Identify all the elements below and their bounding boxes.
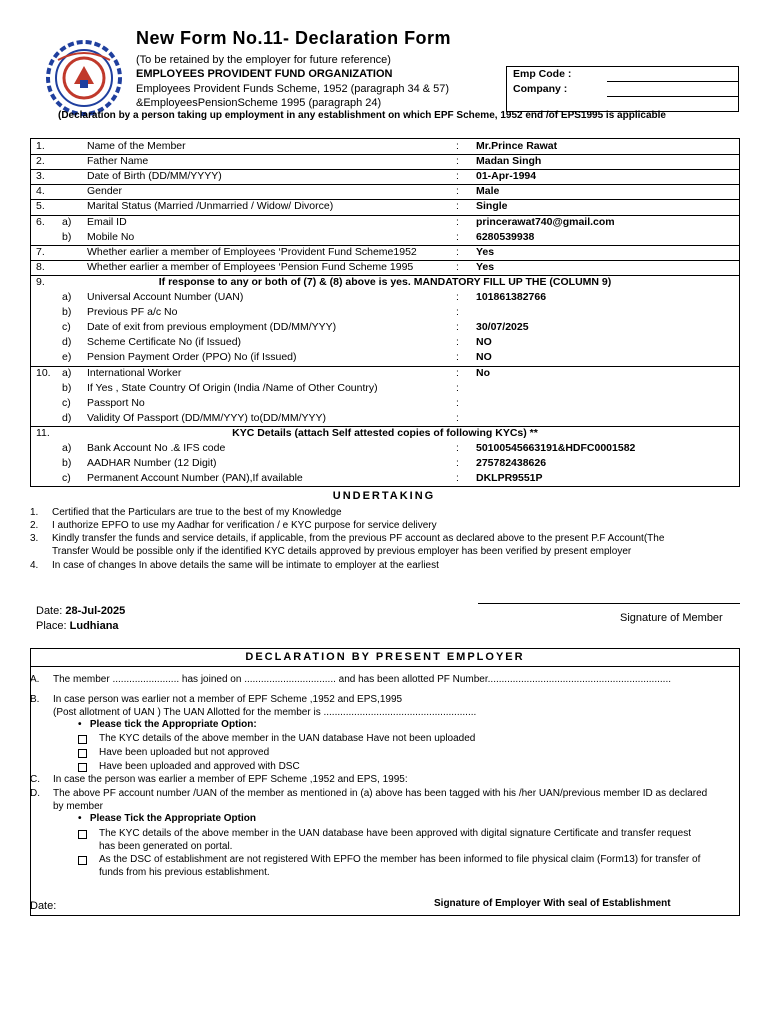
undertaking-item-text: Transfer Would be possible only if the identified KYC details approved by previous employer has been verified by present employer bbox=[52, 546, 632, 557]
row-label: Whether earlier a member of Employees ‘Provident Fund Scheme1952 bbox=[87, 245, 417, 258]
row-label: Date of Birth (DD/MM/YYYY) bbox=[87, 170, 222, 183]
row-sub-index: a) bbox=[62, 366, 72, 379]
decl-d-text-1: The above PF account number /UAN of the member as mentioned in (a) above has been tagged with his /her UAN/previous member ID as declared bbox=[53, 788, 708, 799]
employer-date-label: Date: bbox=[30, 900, 57, 912]
row-label: Gender bbox=[87, 185, 123, 198]
mandatory-column9-heading: If response to any or both of (7) & (8) above is yes. MANDATORY FILL UP THE (COLUMN 9) bbox=[158, 275, 612, 288]
emp-code-box bbox=[506, 66, 739, 112]
decl-a-text: The member ........................ has joined on ................................. and has been allotted PF Number.................................................................. bbox=[53, 674, 672, 685]
member-signature-label: Signature of Member bbox=[620, 612, 723, 624]
undertaking-item-number: 2. bbox=[30, 520, 39, 531]
employer-declaration-title: DECLARATION BY PRESENT EMPLOYER bbox=[245, 651, 525, 663]
company-field[interactable] bbox=[607, 96, 738, 97]
row-value[interactable]: 01-Apr-1994 bbox=[476, 170, 537, 183]
option-3-text: Have been uploaded and approved with DSC bbox=[99, 761, 300, 772]
tick-option-heading-2-text: Please Tick the Appropriate Option bbox=[89, 813, 256, 824]
table-row bbox=[31, 275, 739, 290]
table-row bbox=[31, 260, 739, 275]
row-number: 11. bbox=[36, 426, 50, 439]
row-colon: : bbox=[456, 230, 459, 243]
row-value[interactable]: NO bbox=[476, 351, 492, 364]
table-row bbox=[31, 139, 739, 154]
row-number: 8. bbox=[36, 260, 45, 273]
row-colon: : bbox=[456, 411, 459, 424]
row-colon: : bbox=[456, 336, 459, 349]
date-row bbox=[36, 605, 125, 617]
decl-b-text-2: (Post allotment of UAN ) The UAN Allotted for the member is ....................................................... bbox=[53, 707, 477, 718]
row-number: 9. bbox=[36, 275, 45, 288]
row-sub-index: b) bbox=[62, 230, 72, 243]
date-label: Date: bbox=[36, 605, 63, 617]
tick-option-heading-1: • Please tick the Appropriate Option: bbox=[78, 719, 257, 730]
row-colon: : bbox=[456, 457, 459, 470]
option-checkbox-1[interactable] bbox=[78, 735, 87, 744]
undertaking-item bbox=[30, 560, 760, 573]
row-label: Validity Of Passport (DD/MM/YYY) to(DD/MM/YYY) bbox=[87, 411, 327, 424]
row-sub-index: a) bbox=[62, 215, 72, 228]
table-row bbox=[31, 471, 739, 486]
scheme-line-2: &EmployeesPensionScheme 1995 (paragraph 24) bbox=[136, 97, 382, 109]
row-colon: : bbox=[456, 396, 459, 409]
row-number: 3. bbox=[36, 170, 45, 183]
row-number: 5. bbox=[36, 200, 45, 213]
row-label: Marital Status (Married /Unmarried / Widow/ Divorce) bbox=[87, 200, 334, 213]
row-sub-index: d) bbox=[62, 411, 72, 424]
employer-signature-label: Signature of Employer With seal of Establishment bbox=[434, 898, 671, 909]
emp-code-label: Emp Code : bbox=[513, 68, 572, 80]
row-colon: : bbox=[456, 381, 459, 394]
row-value[interactable]: Male bbox=[476, 185, 500, 198]
table-row bbox=[31, 335, 739, 350]
decl-b-mark: B. bbox=[30, 694, 40, 705]
employer-declaration-box bbox=[30, 648, 740, 916]
place-row bbox=[36, 620, 119, 632]
table-row bbox=[31, 305, 739, 320]
row-label: Date of exit from previous employment (DD/MM/YYY) bbox=[87, 321, 337, 334]
row-number: 1. bbox=[36, 140, 45, 152]
row-number: 10. bbox=[36, 366, 51, 379]
row-number: 6. bbox=[36, 215, 45, 228]
row-colon: : bbox=[456, 306, 459, 319]
row-label: Scheme Certificate No (if Issued) bbox=[87, 336, 242, 349]
row-sub-index: a) bbox=[62, 442, 72, 454]
table-row bbox=[31, 456, 739, 471]
table-row bbox=[31, 290, 739, 305]
table-row bbox=[31, 441, 739, 456]
undertaking-item-number: 4. bbox=[30, 560, 39, 571]
table-row bbox=[31, 230, 739, 245]
row-sub-index: b) bbox=[62, 457, 72, 470]
undertaking-item bbox=[30, 507, 760, 520]
decl-d-mark: D. bbox=[30, 788, 40, 799]
tick-option-heading-2: • Please Tick the Appropriate Option bbox=[78, 813, 256, 824]
row-colon: : bbox=[456, 170, 459, 183]
row-colon: : bbox=[456, 442, 459, 454]
kyc-details-heading: KYC Details (attach Self attested copies of following KYCs) ** bbox=[232, 426, 538, 439]
row-number: 4. bbox=[36, 185, 45, 198]
undertaking-title: UNDERTAKING bbox=[332, 490, 436, 502]
option-checkbox-3[interactable] bbox=[78, 763, 87, 772]
table-row bbox=[31, 169, 739, 184]
row-sub-index: d) bbox=[62, 336, 72, 349]
row-value[interactable]: Single bbox=[476, 200, 508, 213]
row-label: Bank Account No .& IFS code bbox=[87, 442, 226, 454]
row-sub-index: b) bbox=[62, 381, 72, 394]
undertaking-item bbox=[30, 533, 760, 546]
table-row bbox=[31, 154, 739, 169]
undertaking-item bbox=[30, 520, 760, 533]
decl-c-mark: C. bbox=[30, 774, 40, 785]
declaration-note: (Declaration by a person taking up employment in any establishment on which EPF Scheme, 1952 end /of EPS1995 is applicable bbox=[58, 110, 666, 121]
table-row bbox=[31, 215, 739, 230]
row-value[interactable]: DKLPR9551P bbox=[476, 472, 543, 485]
row-label: Pension Payment Order (PPO) No (if Issued) bbox=[87, 351, 297, 364]
company-label: Company : bbox=[513, 83, 568, 95]
undertaking-item bbox=[30, 546, 760, 559]
member-signature-line[interactable] bbox=[478, 603, 740, 604]
row-value[interactable]: princerawat740@gmail.com bbox=[476, 215, 615, 228]
table-row bbox=[31, 350, 739, 365]
row-label: Permanent Account Number (PAN),If available bbox=[87, 472, 303, 485]
option-checkbox-4[interactable] bbox=[78, 830, 87, 839]
date-value: 28-Jul-2025 bbox=[65, 605, 126, 617]
row-value[interactable]: 101861382766 bbox=[476, 291, 547, 303]
tick-option-heading-1-text: Please tick the Appropriate Option: bbox=[89, 719, 257, 730]
row-colon: : bbox=[456, 140, 459, 152]
epfo-logo-icon bbox=[36, 40, 132, 116]
table-row bbox=[31, 396, 739, 411]
option-5-text-2: funds from his previous establishment. bbox=[99, 867, 270, 878]
row-colon: : bbox=[456, 155, 459, 168]
table-row bbox=[31, 411, 739, 426]
row-label: International Worker bbox=[87, 366, 182, 379]
row-label: Universal Account Number (UAN) bbox=[87, 291, 244, 303]
table-row bbox=[31, 184, 739, 199]
row-value[interactable]: NO bbox=[476, 336, 492, 349]
row-colon: : bbox=[456, 200, 459, 213]
undertaking-item-text: I authorize EPFO to use my Aadhar for verification / e KYC purpose for service delivery bbox=[52, 520, 437, 531]
row-label: Name of the Member bbox=[87, 140, 186, 152]
decl-c-text: In case the person was earlier a member of EPF Scheme ,1952 and EPS, 1995: bbox=[53, 774, 408, 785]
row-sub-index: c) bbox=[62, 396, 71, 409]
table-row bbox=[31, 381, 739, 396]
option-4-text-1: The KYC details of the above member in the UAN database have been approved with digital signature Certificate and transfer request bbox=[99, 828, 692, 839]
option-4-text-2: has been generated on portal. bbox=[99, 841, 233, 852]
row-colon: : bbox=[456, 245, 459, 258]
option-checkbox-2[interactable] bbox=[78, 749, 87, 758]
undertaking-item-number: 3. bbox=[30, 533, 39, 544]
place-value: Ludhiana bbox=[69, 620, 119, 632]
undertaking-item-text: Kindly transfer the funds and service details, if applicable, from the previous PF account as declared above to the present P.F Account(The bbox=[52, 533, 665, 544]
decl-d-text-2: by member bbox=[53, 801, 104, 812]
scheme-line-1: Employees Provident Funds Scheme, 1952 (paragraph 34 & 57) bbox=[136, 83, 450, 95]
member-details-table bbox=[30, 138, 740, 487]
place-label: Place: bbox=[36, 620, 67, 632]
row-colon: : bbox=[456, 185, 459, 198]
decl-a-mark: A. bbox=[30, 674, 40, 685]
row-colon: : bbox=[456, 366, 459, 379]
undertaking-item-number: 1. bbox=[30, 507, 39, 518]
undertaking-item-text: Certified that the Particulars are true to the best of my Knowledge bbox=[52, 507, 342, 518]
form-title: New Form No.11- Declaration Form bbox=[136, 28, 452, 48]
row-value[interactable]: Yes bbox=[476, 245, 495, 258]
row-colon: : bbox=[456, 260, 459, 273]
row-label: Mobile No bbox=[87, 230, 135, 243]
row-value[interactable]: 6280539938 bbox=[476, 230, 535, 243]
row-sub-index: a) bbox=[62, 291, 72, 303]
option-5-text-1: As the DSC of establishment are not registered With EPFO the member has been informed to file physical claim (Form13) for transfer of bbox=[99, 854, 701, 865]
row-colon: : bbox=[456, 472, 459, 485]
row-colon: : bbox=[456, 291, 459, 303]
row-sub-index: c) bbox=[62, 472, 71, 485]
table-row bbox=[31, 366, 739, 381]
row-number: 2. bbox=[36, 155, 45, 168]
org-name: EMPLOYEES PROVIDENT FUND ORGANIZATION bbox=[136, 68, 393, 80]
row-number: 7. bbox=[36, 245, 45, 258]
option-1-text: The KYC details of the above member in the UAN database Have not been uploaded bbox=[99, 733, 476, 744]
row-label: Whether earlier a member of Employees ‘Pension Fund Scheme 1995 bbox=[87, 260, 414, 273]
row-value[interactable]: Mr.Prince Rawat bbox=[476, 140, 558, 152]
table-row bbox=[31, 199, 739, 214]
row-value[interactable]: Madan Singh bbox=[476, 155, 542, 168]
row-sub-index: c) bbox=[62, 321, 71, 334]
row-colon: : bbox=[456, 321, 459, 334]
table-row bbox=[31, 320, 739, 335]
row-colon: : bbox=[456, 351, 459, 364]
row-sub-index: e) bbox=[62, 351, 72, 364]
row-value[interactable]: 30/07/2025 bbox=[476, 321, 529, 334]
table-row bbox=[31, 245, 739, 260]
decl-b-text-1: In case person was earlier not a member of EPF Scheme ,1952 and EPS,1995 bbox=[53, 694, 403, 705]
row-label: Email ID bbox=[87, 215, 127, 228]
option-checkbox-5[interactable] bbox=[78, 856, 87, 865]
form-subtitle: (To be retained by the employer for future reference) bbox=[136, 54, 391, 66]
row-value[interactable]: 275782438626 bbox=[476, 457, 547, 470]
row-label: Previous PF a/c No bbox=[87, 306, 178, 319]
row-label: AADHAR Number (12 Digit) bbox=[87, 457, 217, 470]
row-sub-index: b) bbox=[62, 306, 72, 319]
table-row bbox=[31, 426, 739, 441]
row-value[interactable]: Yes bbox=[476, 260, 495, 273]
row-label: Father Name bbox=[87, 155, 149, 168]
row-value[interactable]: 50100545663191&HDFC0001582 bbox=[476, 442, 636, 454]
row-value[interactable]: No bbox=[476, 366, 490, 379]
undertaking-item-text: In case of changes In above details the same will be intimate to employer at the earliest bbox=[52, 560, 439, 571]
row-colon: : bbox=[456, 215, 459, 228]
row-label: Passport No bbox=[87, 396, 145, 409]
row-label: If Yes , State Country Of Origin (India /Name of Other Country) bbox=[87, 381, 378, 394]
option-2-text: Have been uploaded but not approved bbox=[99, 747, 270, 758]
